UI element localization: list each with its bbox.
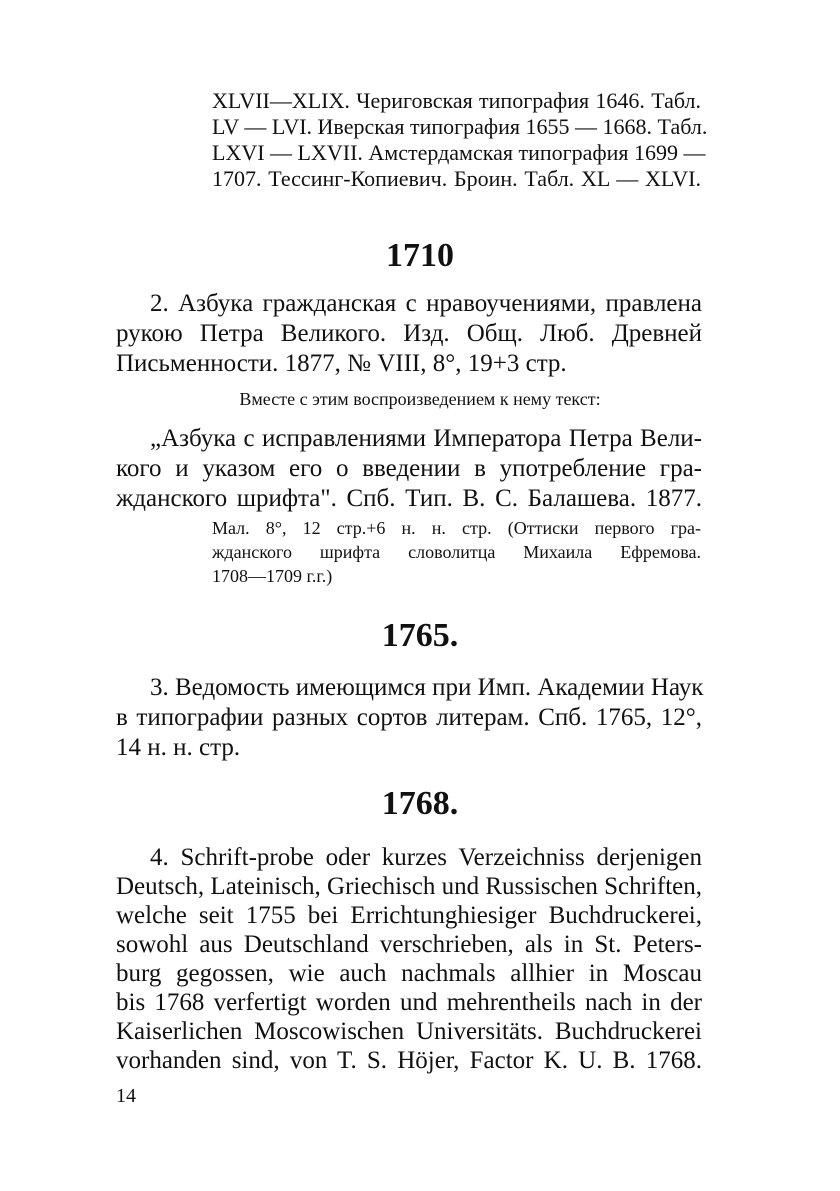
note-line: Вместе с этим воспроизведением к нему текст: — [239, 389, 601, 409]
text-line: Мал. 8°, 12 стр.+6 н. н. стр. (Оттиски первого гра- — [212, 518, 701, 538]
text-line: 2. Азбука гражданская с нравоучениями, правлена — [150, 290, 702, 317]
text-line: bis 1768 verfertigt worden und mehrentheils nach in der — [116, 989, 702, 1016]
text-line: Kaiserlichen Moscowischen Universitäts. Buchdruckerei — [116, 1018, 702, 1045]
text-line: 3. Ведомость имеющимся при Имп. Академии Наук — [150, 674, 704, 701]
text-line: 14 н. н. стр. — [116, 734, 241, 761]
text-line: „Азбука с исправлениями Императора Петра Вели- — [150, 425, 702, 452]
text-line: burg gegossen, wie auch nachmals allhier in Moscau — [116, 960, 702, 987]
text-line: Письменности. 1877, № VIII, 8°, 19+3 стр. — [116, 350, 567, 377]
text-line: Deutsch, Lateinisch, Griechisch und Russischen Schriften, — [116, 873, 702, 900]
text-line: sowohl aus Deutschland verschrieben, als in St. Peters- — [116, 931, 702, 958]
text-line: 1707. Тессинг-Копиевич. Броин. Табл. XL — XLVI. — [212, 166, 701, 191]
text-line: XLVII—XLIX. Чериговская типография 1646. Табл. — [212, 88, 701, 113]
text-line: 1708—1709 г.г.) — [212, 566, 333, 586]
text-line: 4. Schrift-probe oder kurzes Verzeichniss derjenigen — [150, 844, 702, 871]
text-line: LXVI — LXVII. Амстердамская типография 1699 — — [212, 140, 706, 165]
text-line: vorhanden sind, von T. S. Höjer, Factor K. U. B. 1768. — [116, 1047, 702, 1074]
text-line: welche seit 1755 bei Errichtunghiesiger Buchdruckerei, — [116, 902, 702, 929]
text-line: жданского шрифта словолитца Михаила Ефремова. — [212, 542, 701, 562]
year-heading: 1768. — [381, 785, 459, 822]
year-heading: 1765. — [381, 617, 459, 654]
text-line: рукою Петра Великого. Изд. Общ. Люб. Древней — [116, 320, 702, 347]
text-line: в типографии разных сортов литерам. Спб. 1765, 12°, — [116, 704, 702, 731]
text-line: LV — LVI. Иверская типография 1655 — 1668. Табл. — [212, 114, 708, 139]
text-line: жданского шрифта". Спб. Тип. В. С. Балашева. 1877. — [116, 485, 702, 512]
year-heading: 1710 — [386, 237, 454, 274]
page-number: 14 — [116, 1085, 136, 1107]
text-line: кого и указом его о введении в употребление гра- — [116, 455, 702, 482]
